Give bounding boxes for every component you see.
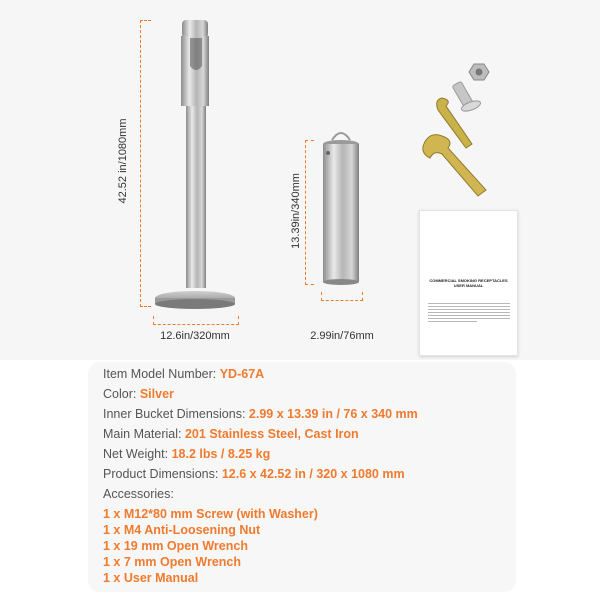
manual-text-lines (428, 303, 510, 324)
spec-material-row (103, 426, 359, 442)
spec-weight-row (103, 446, 270, 462)
spec-accessories-label: Accessories: (103, 487, 174, 501)
height-dimension-line (140, 20, 151, 307)
accessory-item: 1 x 19 mm Open Wrench (103, 539, 248, 553)
spec-bucket-value: 2.99 x 13.39 in / 76 x 340 mm (248, 407, 418, 421)
bucket-width-dimension-label: 2.99in/76mm (310, 330, 374, 342)
inner-bucket-image (318, 128, 364, 288)
spec-color-label: Color: (103, 387, 137, 401)
accessory-item: 1 x 7 mm Open Wrench (103, 555, 242, 569)
base-width-dimension-line (153, 316, 239, 325)
ashtray-pole-image (150, 18, 240, 318)
manual-title-line2: USER MANUAL (453, 283, 484, 288)
spec-color-row (103, 386, 174, 402)
spec-model-row (103, 366, 264, 382)
manual-title-line1: COMMERCIAL SMOKING RECEPTACLES (429, 278, 508, 283)
spec-model-value: YD-67A (219, 367, 265, 381)
spec-weight-value: 18.2 lbs / 8.25 kg (171, 447, 271, 461)
wrenches-image (416, 92, 496, 202)
accessory-item: 1 x M12*80 mm Screw (with Washer) (103, 507, 318, 521)
accessory-item: 1 x User Manual (103, 571, 199, 585)
spec-material-value: 201 Stainless Steel, Cast Iron (184, 427, 359, 441)
spec-product-dim-row (103, 466, 405, 482)
base-width-dimension-label: 12.6in/320mm (160, 330, 230, 342)
accessory-item: 1 x M4 Anti-Loosening Nut (103, 523, 261, 537)
spec-material-label: Main Material: (103, 427, 182, 441)
spec-product-dim-label: Product Dimensions: (103, 467, 219, 481)
bucket-height-dimension-label: 13.39in/340mm (290, 173, 302, 249)
spec-product-dim-value: 12.6 x 42.52 in / 320 x 1080 mm (221, 467, 405, 481)
spec-bucket-row (103, 406, 418, 422)
height-dimension-label: 42.52 in/1080mm (117, 118, 129, 204)
spec-bucket-label: Inner Bucket Dimensions: (103, 407, 246, 421)
user-manual-image (419, 210, 518, 356)
bucket-height-dimension-line (305, 140, 314, 285)
bucket-width-dimension-line (321, 292, 363, 301)
spec-weight-label: Net Weight: (103, 447, 169, 461)
spec-color-value: Silver (139, 387, 174, 401)
spec-model-label: Item Model Number: (103, 367, 217, 381)
